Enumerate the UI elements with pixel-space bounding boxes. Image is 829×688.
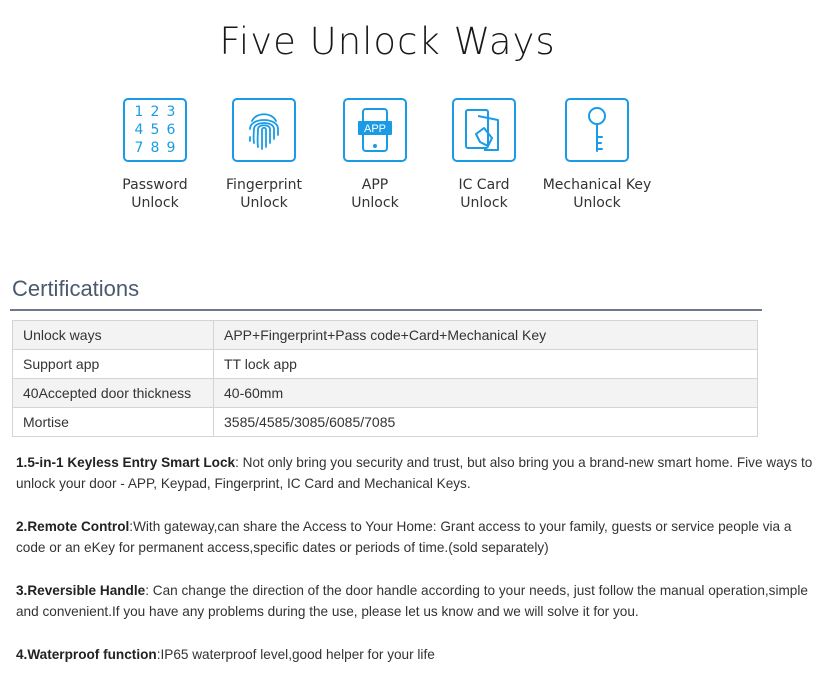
spec-value: APP+Fingerprint+Pass code+Card+Mechanical Key (214, 321, 758, 350)
feature-text: :IP65 waterproof level,good helper for your life (156, 647, 435, 662)
feature-text: : Not only bring you security and trust, but also bring you a brand-new smart home. Five ways to unlock your door - APP, Keypad, Fingerprint, IC Card and Mechanical Keys. (16, 455, 813, 491)
phone-app-icon (343, 98, 407, 162)
spec-key: Unlock ways (13, 321, 214, 350)
keypad-digit: 4 (134, 121, 144, 138)
keypad-icon (123, 98, 187, 162)
spec-key: Mortise (13, 408, 214, 437)
spec-table (12, 320, 758, 437)
banner-title: Five Unlock Ways (219, 20, 556, 63)
table-row (13, 379, 758, 408)
feature-item (16, 452, 816, 494)
feature-title: 4.Waterproof function (16, 647, 157, 662)
keypad-digit: 9 (166, 139, 176, 156)
feature-title: 1.5-in-1 Keyless Entry Smart Lock (16, 455, 236, 470)
keypad-digit: 3 (166, 103, 176, 120)
keypad-digit: 5 (150, 121, 160, 138)
table-row (13, 350, 758, 379)
key-icon (565, 98, 629, 162)
feature-item (16, 580, 816, 622)
app-badge-text: APP (363, 123, 387, 135)
section-divider (10, 309, 762, 311)
spec-key: 40Accepted door thickness (13, 379, 214, 408)
feature-title: 2.Remote Control (16, 519, 130, 534)
spec-value: 3585/4585/3085/6085/7085 (214, 408, 758, 437)
feature-item (16, 644, 816, 665)
keypad-digit: 1 (134, 103, 144, 120)
method-label: IC Card Unlock (458, 177, 510, 211)
spec-key: Support app (13, 350, 214, 379)
certifications-heading: Certifications (12, 276, 140, 301)
unlock-methods (0, 98, 829, 228)
spec-value: 40-60mm (214, 379, 758, 408)
fingerprint-icon (232, 98, 296, 162)
table-row (13, 321, 758, 350)
feature-text: :With gateway,can share the Access to Your Home: Grant access to your family, guests or service people via a code or an eKey for permanent access,specific dates or periods of time.(sold separately) (16, 519, 792, 555)
spec-value: TT lock app (214, 350, 758, 379)
keypad-digit: 7 (134, 139, 144, 156)
method-label: APP Unlock (351, 177, 399, 211)
table-row (13, 408, 758, 437)
feature-item (16, 516, 816, 558)
keypad-digit: 8 (150, 139, 160, 156)
keypad-digit: 6 (166, 121, 176, 138)
method-label: Password Unlock (122, 177, 188, 211)
feature-title: 3.Reversible Handle (16, 583, 146, 598)
method-label: Mechanical Key Unlock (542, 177, 652, 211)
keypad-digit: 2 (150, 103, 160, 120)
feature-text: : Can change the direction of the door handle according to your needs, just follow the manual operation,simple and convenient.If you have any problems during the use, please let us know and we will solve it for you. (16, 583, 808, 619)
ic-card-icon (452, 98, 516, 162)
feature-list (16, 452, 816, 687)
method-label: Fingerprint Unlock (226, 177, 302, 211)
method-mechanical-key (527, 98, 667, 212)
